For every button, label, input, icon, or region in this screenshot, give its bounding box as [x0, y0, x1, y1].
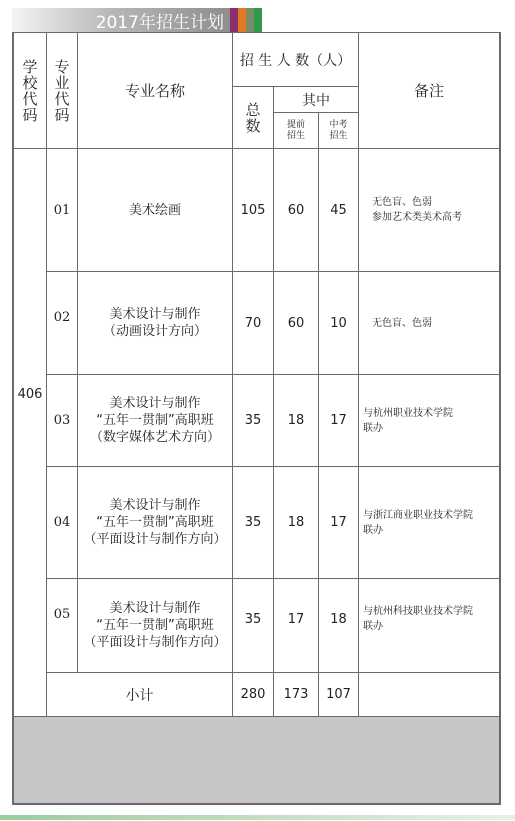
row-4-name-line: 美术设计与制作 — [109, 498, 201, 513]
row-5-code: 05 — [53, 606, 71, 622]
row-5-name-line: “五年一贯制”高职班 — [96, 618, 214, 633]
row-4-total: 35 — [244, 515, 262, 530]
table-footer-area — [12, 716, 500, 804]
header-school-code-char: 学 — [22, 57, 38, 76]
row-3-total: 35 — [244, 413, 262, 428]
header-major-code-char: 专 — [54, 57, 70, 76]
row-1-note-line: 无色盲、色弱 — [372, 197, 432, 208]
header-major-code-char: 代 — [54, 89, 70, 108]
header-remarks: 备注 — [413, 82, 444, 100]
row-3-name-line: （数字媒体艺术方向） — [89, 430, 220, 445]
row-5-zhongkao: 18 — [330, 611, 347, 627]
row-5-early: 17 — [287, 611, 305, 627]
subtotal-label: 小计 — [125, 687, 154, 704]
row-2-note-line: 无色盲、色弱 — [372, 317, 432, 329]
header-zhongkao-line: 招生 — [329, 130, 348, 141]
row-3-name-line: “五年一贯制”高职班 — [96, 413, 214, 428]
row-1-note — [368, 149, 499, 271]
row-5-name-line: （平面设计与制作方向） — [83, 635, 227, 650]
header-total-char: 总 — [245, 100, 261, 119]
row-5-name-line: 美术设计与制作 — [109, 601, 201, 616]
row-4-name-line: “五年一贯制”高职班 — [96, 515, 214, 530]
row-3-name-line: 美术设计与制作 — [109, 396, 201, 411]
header-zhongkao — [319, 113, 358, 148]
row-4-name — [78, 467, 232, 578]
title-bar — [12, 8, 268, 32]
row-3-name — [78, 375, 232, 466]
page-title: 2017年招生计划 — [12, 8, 230, 32]
header-school-code — [14, 33, 46, 148]
header-major-code-char: 业 — [54, 73, 70, 92]
header-major-name: 专业名称 — [124, 82, 185, 100]
row-1-note-line: 参加艺术类美术高考 — [372, 212, 462, 223]
row-4-note-line: 与浙江商业职业技术学院 — [363, 509, 473, 521]
subtotal-early: 173 — [283, 687, 309, 702]
header-early — [274, 113, 318, 148]
row-1-name-line: 美术绘画 — [128, 202, 181, 218]
header-major-code-char: 码 — [54, 105, 70, 124]
row-1-total: 105 — [240, 202, 266, 218]
row-2-name — [78, 272, 232, 374]
header-school-code-char: 码 — [22, 105, 38, 124]
header-total — [233, 87, 273, 148]
row-4-zhongkao: 17 — [330, 515, 347, 530]
header-major-code — [47, 33, 77, 148]
header-early-line: 提前 — [286, 119, 305, 130]
header-school-code-char: 代 — [22, 89, 38, 108]
row-4-name-line: （平面设计与制作方向） — [83, 532, 227, 547]
title-stripe-3 — [246, 8, 254, 32]
header-zhongkao-line: 中考 — [329, 119, 348, 130]
row-3-early: 18 — [287, 413, 305, 428]
row-5-name — [78, 579, 232, 672]
row-5-note-line: 联办 — [363, 621, 383, 632]
row-4-note-line: 联办 — [363, 524, 383, 536]
row-2-name-line: 美术设计与制作 — [109, 307, 201, 322]
title-stripe-4 — [254, 8, 262, 32]
row-3-note-line: 与杭州职业技术学院 — [363, 407, 453, 419]
row-1-early: 60 — [287, 202, 305, 218]
row-3-code: 03 — [53, 413, 71, 428]
row-2-note — [368, 272, 499, 374]
title-stripe-1 — [230, 8, 238, 32]
row-3-note — [359, 375, 499, 466]
row-2-early: 60 — [287, 315, 305, 331]
row-3-note-line: 联办 — [363, 422, 383, 434]
row-1-code: 01 — [53, 202, 71, 218]
title-stripe-2 — [238, 8, 246, 32]
row-1-name — [78, 149, 232, 271]
header-early-line: 招生 — [286, 130, 305, 141]
row-5-total: 35 — [244, 611, 262, 627]
row-3-zhongkao: 17 — [330, 413, 347, 428]
subtotal-zhongkao: 107 — [326, 687, 351, 702]
row-2-zhongkao: 10 — [330, 315, 347, 331]
row-1-zhongkao: 45 — [330, 202, 347, 218]
header-school-code-char: 校 — [22, 73, 38, 92]
bottom-rule — [0, 815, 515, 820]
row-2-name-line: （动画设计方向） — [102, 324, 207, 339]
row-4-early: 18 — [287, 515, 305, 530]
row-5-note-line: 与杭州科技职业技术学院 — [363, 606, 473, 617]
row-4-code: 04 — [53, 515, 71, 530]
row-2-code: 02 — [53, 309, 71, 325]
school-code-cell: 406 — [17, 386, 43, 402]
subtotal-total: 280 — [240, 687, 266, 702]
row-2-total: 70 — [244, 315, 262, 331]
header-of-which: 其中 — [302, 92, 330, 109]
header-total-char: 数 — [245, 116, 261, 135]
row-5-note — [359, 579, 499, 659]
row-4-note — [359, 467, 499, 578]
header-enrollment: 招 生 人 数（人） — [239, 52, 352, 69]
